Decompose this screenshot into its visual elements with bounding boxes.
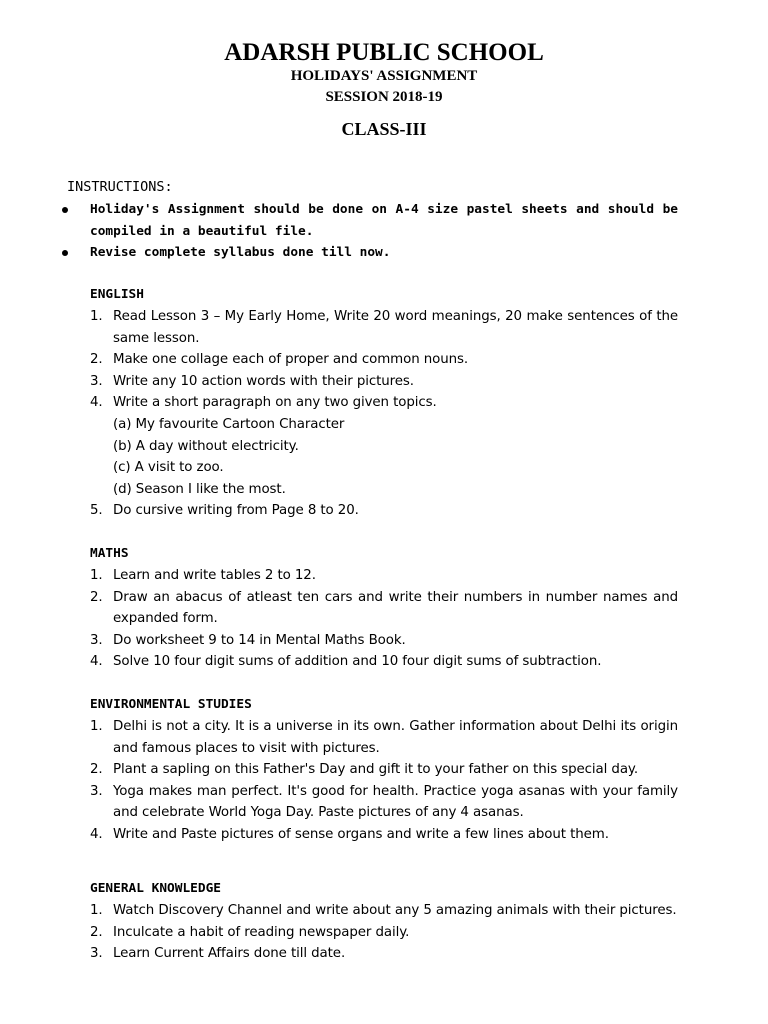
list-item [90,824,678,846]
item-text: Read Lesson 3 – My Early Home, Write 20 word meanings, 20 make sentences of the same lesson. [113,309,678,346]
instruction-text: Holiday's Assignment should be done on A-4 size pastel sheets and should be compiled in a beautiful file. [90,202,678,239]
item-text: Solve 10 four digit sums of addition and 10 four digit sums of subtraction. [113,654,602,670]
section-english [90,285,678,522]
instruction-text: Revise complete syllabus done till now. [90,245,391,260]
item-text: Do cursive writing from Page 8 to 20. [113,503,359,519]
list-item [90,900,678,922]
list-item [90,759,678,781]
item-number: 2. [90,762,103,778]
list-item [90,565,678,587]
item-text: Write any 10 action words with their pictures. [113,373,414,389]
item-text: Write and Paste pictures of sense organs and write a few lines about them. [113,826,609,842]
section-title: MATHS [90,546,129,561]
item-number: 2. [90,924,103,940]
sub-item: (d) Season I like the most. [113,481,286,497]
item-text: Delhi is not a city. It is a universe in its own. Gather information about Delhi its origin and famous places to visit with pictures. [113,719,678,756]
item-number: 3. [90,632,103,648]
instruction-item [60,242,678,264]
item-text: Plant a sapling on this Father's Day and gift it to your father on this special day. [113,762,639,778]
english-list [90,306,678,522]
item-text: Watch Discovery Channel and write about any 5 amazing animals with their pictures. [113,903,677,918]
item-number: 2. [90,352,103,368]
item-text: Make one collage each of proper and common nouns. [113,352,469,368]
session-label: SESSION 2018-19 [325,89,443,105]
item-text: Learn and write tables 2 to 12. [113,568,316,583]
item-number: 3. [90,373,103,389]
list-item [90,922,678,944]
sub-item: (b) A day without electricity. [113,438,299,454]
item-text: Inculcate a habit of reading newspaper daily. [113,924,410,940]
class-label: CLASS-III [341,119,427,139]
list-item [90,500,678,522]
instruction-item [60,199,678,242]
item-number: 5. [90,503,103,519]
item-number: 1. [90,903,103,918]
section-title: ENGLISH [90,287,144,302]
item-number: 2. [90,589,103,605]
item-number: 4. [90,395,103,411]
list-item [90,630,678,652]
list-item [90,716,678,759]
item-number: 3. [90,783,103,799]
sub-item: (a) My favourite Cartoon Character [113,416,345,432]
section-gk [90,879,678,965]
list-item [90,392,678,500]
section-title: ENVIRONMENTAL STUDIES [90,697,252,712]
item-text: Learn Current Affairs done till date. [113,946,346,962]
bullet-icon [62,207,68,213]
item-number: 4. [90,826,103,842]
item-text: Write a short paragraph on any two given topics. [113,395,437,411]
section-evs [90,695,678,846]
section-title: GENERAL KNOWLEDGE [90,881,221,896]
school-name: ADARSH PUBLIC SCHOOL [224,39,544,66]
item-text: Draw an abacus of atleast ten cars and write their numbers in number names and expanded form. [113,589,678,627]
list-item [90,371,678,393]
item-number: 1. [90,719,103,734]
item-text: Do worksheet 9 to 14 in Mental Maths Book. [113,632,406,648]
item-number: 3. [90,946,103,962]
gk-list [90,900,678,965]
section-maths [90,544,678,673]
bullet-icon [62,250,68,256]
instructions-heading: INSTRUCTIONS: [67,179,173,195]
list-item [90,943,678,965]
instructions-list [60,199,678,264]
item-number: 1. [90,568,103,583]
list-item [90,781,678,824]
list-item [90,651,678,673]
list-item [90,587,678,630]
item-number: 1. [90,309,103,324]
assignment-title: HOLIDAYS' ASSIGNMENT [290,68,478,84]
evs-list [90,716,678,846]
maths-list [90,565,678,673]
item-text: Yoga makes man perfect. It's good for health. Practice yoga asanas with your family and celebrate World Yoga Day. Paste pictures of any 4 asanas. [113,783,678,821]
sub-item: (c) A visit to zoo. [113,460,224,476]
list-item [90,306,678,349]
list-item [90,349,678,371]
item-number: 4. [90,654,103,670]
